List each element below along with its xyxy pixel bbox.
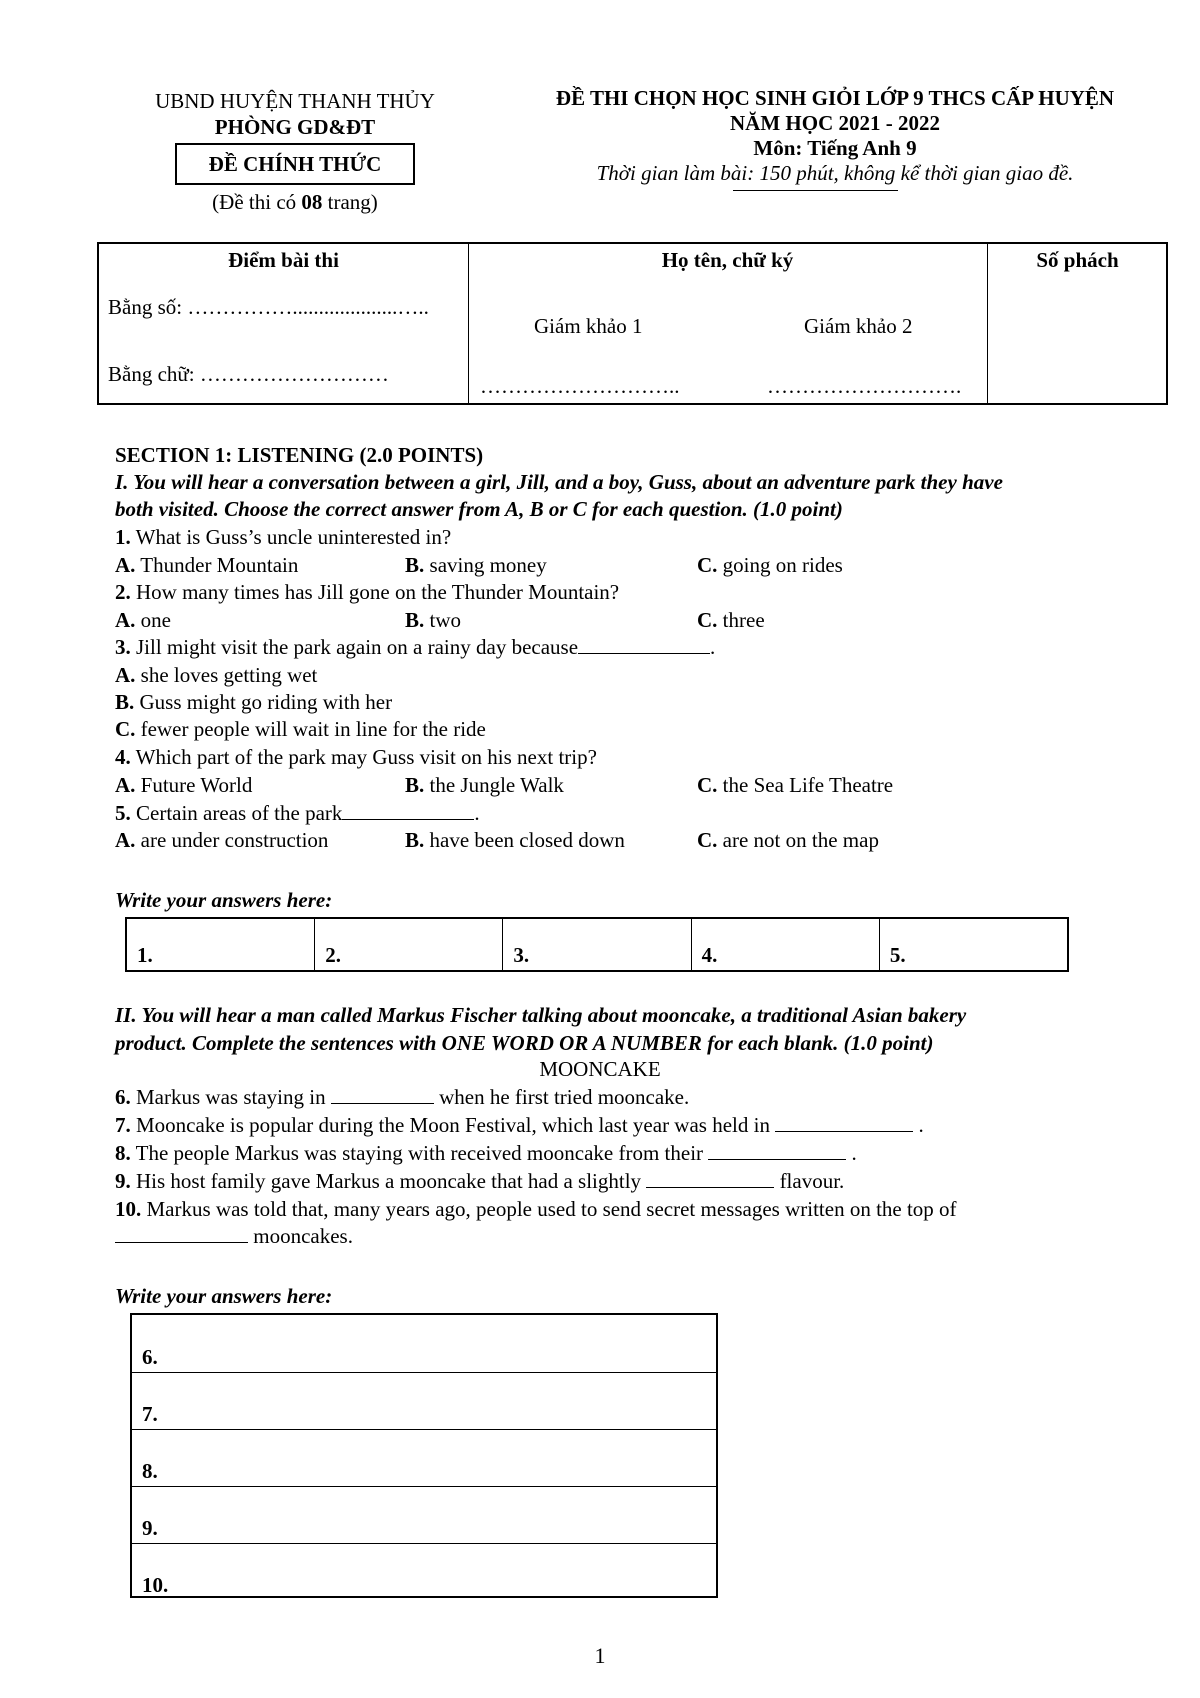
- examiner-2: Giám khảo 2: [804, 314, 913, 338]
- q2-option-c: C. three: [697, 608, 765, 632]
- answer-cell[interactable]: 3.: [502, 919, 690, 970]
- question-1: 1. What is Guss’s uncle uninterested in?: [115, 525, 452, 549]
- score-by-number: Bằng số: ……………....................…..: [108, 295, 429, 319]
- q5-option-c: C. are not on the map: [697, 828, 879, 852]
- school-year: NĂM HỌC 2021 - 2022: [730, 111, 940, 135]
- department-name: PHÒNG GD&ĐT: [214, 115, 376, 139]
- header-right: [520, 86, 1150, 186]
- question-4: 4. Which part of the park may Guss visit on his next trip?: [115, 745, 597, 769]
- q1-option-b: B. saving money: [405, 553, 547, 577]
- q4-option-b: B. the Jungle Walk: [405, 773, 564, 797]
- gap-item-7: 7. Mooncake is popular during the Moon Festival, which last year was held in .: [115, 1113, 924, 1137]
- answer-cell[interactable]: 2.: [314, 919, 502, 970]
- part2-instruction-line1: II. You will hear a man called Markus Fischer talking about mooncake, a traditional Asian bakery: [115, 1003, 967, 1027]
- page-number: 1: [594, 1643, 606, 1668]
- secret-number-header: Số phách: [1036, 248, 1119, 272]
- q2-option-b: B. two: [405, 608, 462, 632]
- q4-option-c: C. the Sea Life Theatre: [697, 773, 894, 797]
- time-allowed: Thời gian làm bài: 150 phút, không kể thời gian giao đề.: [596, 161, 1074, 185]
- write-answers-label-2: Write your answers here:: [115, 1284, 333, 1308]
- pages-note: (Đề thi có 08 trang): [212, 190, 378, 214]
- subject: Môn: Tiếng Anh 9: [753, 136, 917, 160]
- gap-item-6: 6. Markus was staying in when he first tried mooncake.: [115, 1085, 690, 1109]
- question-2: 2. How many times has Jill gone on the Thunder Mountain?: [115, 580, 620, 604]
- org-name: UBND HUYỆN THANH THỦY: [155, 89, 435, 113]
- answer-row[interactable]: 6.: [142, 1345, 158, 1369]
- gap-item-8: 8. The people Markus was staying with received mooncake from their .: [115, 1141, 857, 1165]
- time-underline: [733, 190, 898, 191]
- official-exam-box: [175, 143, 415, 185]
- write-answers-label: Write your answers here:: [115, 888, 333, 912]
- q5-option-a: A. are under construction: [115, 828, 329, 852]
- q3-option-c: C. fewer people will wait in line for the ride: [115, 717, 486, 741]
- score-header: Điểm bài thi: [228, 248, 339, 272]
- question-5: 5. Certain areas of the park .: [115, 801, 480, 825]
- score-by-words: Bằng chữ: ………………………: [108, 362, 389, 386]
- part1-instruction-line2: both visited. Choose the correct answer from A, B or C for each question. (1.0 point): [115, 497, 843, 521]
- answer-box-part2: [130, 1313, 718, 1598]
- answer-row[interactable]: 10.: [132, 1543, 716, 1600]
- part2-instruction-line2: product. Complete the sentences with ONE WORD OR A NUMBER for each blank. (1.0 point): [115, 1031, 934, 1055]
- q1-option-a: A. Thunder Mountain: [115, 553, 299, 577]
- q1-option-c: C. going on rides: [697, 553, 843, 577]
- section-title: SECTION 1: LISTENING (2.0 POINTS): [115, 443, 484, 467]
- part2-heading: MOONCAKE: [539, 1057, 661, 1081]
- gap-item-10-continued: mooncakes.: [115, 1223, 353, 1250]
- answer-cell[interactable]: 5.: [879, 919, 1067, 970]
- question-3: 3. Jill might visit the park again on a rainy day because .: [115, 635, 716, 659]
- answer-row[interactable]: 9.: [132, 1486, 716, 1543]
- examiner-1-signature: ………………………..: [480, 374, 680, 398]
- name-signature-header: Họ tên, chữ ký: [661, 248, 794, 272]
- gap-item-9: 9. His host family gave Markus a mooncake that had a slightly flavour.: [115, 1169, 845, 1193]
- examiner-1: Giám khảo 1: [534, 314, 643, 338]
- official-label: ĐỀ CHÍNH THỨC: [208, 151, 382, 176]
- q4-option-a: A. Future World: [115, 773, 253, 797]
- q3-option-a: A. she loves getting wet: [115, 663, 318, 687]
- exam-title: ĐỀ THI CHỌN HỌC SINH GIỎI LỚP 9 THCS CẤP HUYỆN: [555, 86, 1115, 110]
- part1-instruction-line1: I. You will hear a conversation between a girl, Jill, and a boy, Guss, about an adventure park they have: [115, 470, 1003, 494]
- gap-item-10: 10. Markus was told that, many years ago, people used to send secret messages written on the top of: [115, 1197, 957, 1221]
- answer-box-part1: [125, 917, 1069, 972]
- q5-option-b: B. have been closed down: [405, 828, 625, 852]
- answer-row[interactable]: 7.: [132, 1372, 716, 1429]
- header-left: [130, 88, 460, 140]
- answer-cell[interactable]: 1.: [137, 943, 153, 967]
- examiner-2-signature: ……………………….: [767, 374, 962, 398]
- answer-cell[interactable]: 4.: [691, 919, 879, 970]
- q3-option-b: B. Guss might go riding with her: [115, 690, 393, 714]
- answer-row[interactable]: 8.: [132, 1429, 716, 1486]
- score-table: [97, 242, 1168, 405]
- q2-option-a: A. one: [115, 608, 171, 632]
